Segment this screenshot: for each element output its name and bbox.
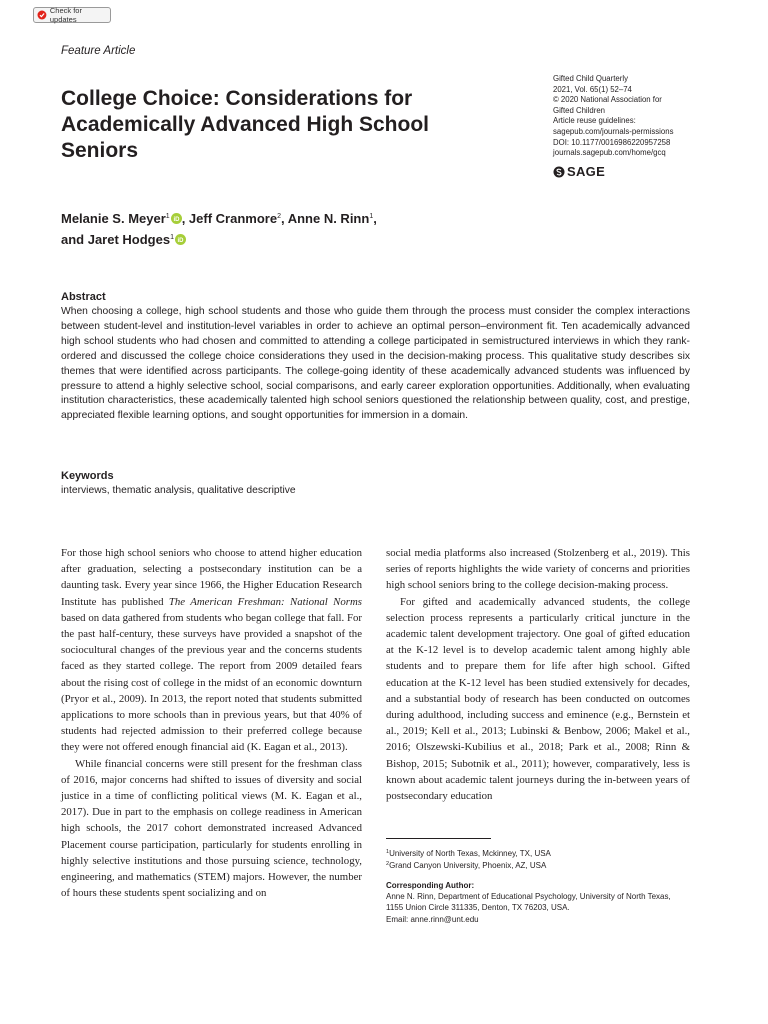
author-separator: , [373, 211, 377, 226]
body-paragraph [61, 545, 362, 756]
footnote-text: Grand Canyon University, Phoenix, AZ, USA [389, 861, 547, 870]
corresponding-author-heading: Corresponding Author: [386, 881, 475, 890]
keywords-heading: Keywords [61, 470, 114, 482]
journal-line: Gifted Children [553, 105, 606, 115]
body-paragraph: social media platforms also increased (Stolzenberg et al., 2019). This series of reports highlights the wide variety of concerns and priorities high school seniors bring to the college decision-making process. [386, 547, 690, 592]
affiliation-footnote [386, 859, 690, 871]
abstract-text: When choosing a college, high school students and those who guide them through the process must consider the complex interactions between student-level and institution-level variables in order to achieve an optimal person–environment fit. Ten academically advanced high school students who had chosen and committed to attending a college participated in semistructured interviews in which they rank-ordered and discussed the college choice considerations they used in the decision-making process. This qualitative study describes six themes that were identified across participants. The college-going identity of these academically advanced students was influenced by pressure to attend a highly selective school, social comparisons, and early career exploration opportunities. Additionally, when evaluating institution characteristics, these academically talented high school seniors questioned the relationship between quality, cost, and prestige, appreciated flexible learning options, and sought opportunities for immersion in a domain. [61, 306, 690, 422]
sage-logo [553, 164, 605, 179]
footnote-divider [386, 838, 491, 839]
affiliation-marker: 1 [170, 234, 174, 241]
sage-logo-text: SAGE [567, 164, 606, 179]
author-name: , Anne N. Rinn [280, 211, 370, 226]
journal-line: Gifted Child Quarterly [553, 74, 628, 83]
corresponding-author-address: Anne N. Rinn, Department of Educational Psychology, University of North Texas, 1155 Union Circle 311335, Denton, TX 76203, USA. [386, 892, 671, 913]
affiliation-marker: 1 [369, 213, 374, 220]
article-type: Feature Article [61, 45, 136, 57]
keywords-section [61, 469, 690, 499]
sage-logo-icon [553, 166, 565, 178]
check-for-updates-label: Check for updates [49, 6, 82, 24]
journal-line: © 2020 National Association for [553, 95, 662, 105]
affiliation-marker: 2 [277, 213, 281, 220]
corresponding-author [386, 880, 690, 925]
journal-line: 2021, Vol. 65(1) 52–74 [553, 84, 632, 94]
affiliation-footnote [386, 847, 690, 859]
update-icon [37, 10, 47, 20]
orcid-icon[interactable] [175, 234, 186, 245]
footnote-text: University of North Texas, Mckinney, TX, USA [389, 849, 551, 858]
article-title: College Choice: Considerations for Academically Advanced High School Seniors [61, 87, 429, 162]
abstract-section [61, 290, 690, 424]
journal-info [553, 74, 723, 159]
svg-text:iD: iD [177, 238, 184, 244]
body-paragraph: For gifted and academically advanced students, the college selection process represents a particularly critical juncture in the academic talent development trajectory. One goal of gifted education at the K-12 level is to develop academic talent among highly able students and to prepare them for life after high school. Gifted education at the K-12 level has been studied extensively for decades, and a substantial body of research has been conducted on outcomes during adulthood, including success and eminence (e.g., Bernstein et al., 2019; Kell et al., 2013; Lubinski & Benbow, 2006; Makel et al., 2016; Olszewski-Kubilius et al., 2018; Park et al., 2008; Rinn & Bishop, 2015; Subotnik et al., 2011); however, comparatively, less is known about academic talent journeys during the in-between years of postsecondary education [386, 595, 690, 803]
affiliation-marker: 1 [165, 213, 170, 220]
svg-text:iD: iD [173, 217, 180, 223]
author-name: , Jeff Cranmore [181, 211, 278, 226]
abstract-heading: Abstract [61, 291, 106, 303]
author-list [61, 207, 481, 249]
body-column-right [386, 545, 690, 804]
report-title: The American Freshman: National Norms [168, 595, 362, 608]
permissions-link[interactable]: sagepub.com/journals-permissions [553, 126, 674, 136]
body-column-left [61, 545, 362, 901]
footnote-marker: 1 [386, 849, 390, 855]
orcid-icon[interactable] [171, 213, 182, 224]
body-text: For those high school seniors who choose to attend higher education after graduation, selecting a postsecondary institution can be a daunting task. Every year since 1966, the Higher Education Research Institute has published [61, 547, 362, 608]
body-paragraph: While financial concerns were still present for the freshman class of 2016, major concerns had shifted to issues of diversity and social justice in a time of conflicting political views (M. K. Eagan et al., 2017). Due in part to the emphasis on college readiness in American high schools, the 2017 cohort demonstrated increased Advanced Placement course participation, particularly for students enrolling in highly selective institutions and those pursuing science, technology, engineering, and mathematics (STEM) majors. However, the number of hours these students spent socializing and on [61, 757, 362, 900]
journal-home-link[interactable]: journals.sagepub.com/home/gcq [553, 148, 666, 158]
body-text: based on data gathered from students who began college that fall. For the past half-century, these surveys have provided a snapshot of the sociocultural changes of the previous year and the concerns students faced as they started college. The report from 2009 detailed fears about the rising cost of college in the midst of an economic downturn (Pryor et al., 2009). In 2013, the report noted that students submitted applications to more schools than in previous years, but that 40% of students had rejected admission to their preferred college because they were not offered enough financial aid (K. Eagan et al., 2013). [61, 611, 362, 754]
keywords-text: interviews, thematic analysis, qualitative descriptive [61, 485, 296, 496]
doi-link[interactable]: DOI: 10.1177/0016986220957258 [553, 137, 671, 147]
affiliation-footnotes [386, 847, 690, 871]
author-name: and Jaret Hodges [61, 232, 171, 247]
footnote-marker: 2 [386, 861, 390, 867]
journal-line: Article reuse guidelines: [553, 116, 636, 126]
author-name: Melanie S. Meyer [61, 211, 166, 226]
corresponding-author-email[interactable]: Email: anne.rinn@unt.edu [386, 914, 479, 924]
check-for-updates-button[interactable] [33, 7, 111, 23]
